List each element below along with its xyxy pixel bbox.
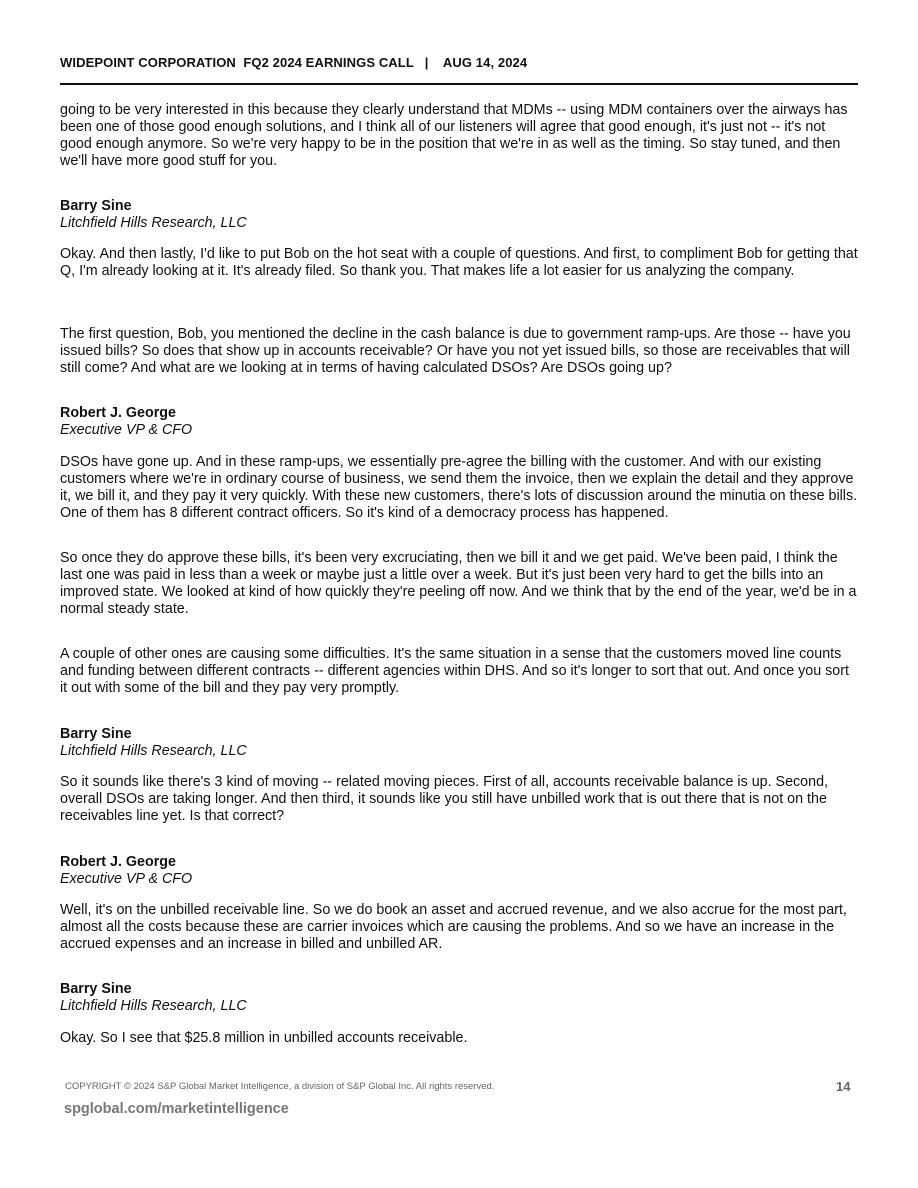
paragraph: A couple of other ones are causing some difficulties. It's the same situation in a sense that the customers moved line counts and funding between different contracts -- different agencies within DHS. And so it's longer to sort that out. And once you sort it out with some of the bill and they pay very promptly.	[60, 646, 849, 696]
paragraph: DSOs have gone up. And in these ramp-ups, we essentially pre-agree the billing with the customer. And with our existing customers where we're in ordinary course of business, we send them the invoice, then we explain the detail and they approve it, we bill it, and they pay it very quickly. With these new customers, there's lots of discussion around the minutia on these bills. One of them has 8 different contract officers. So it's kind of a democracy process has happened.	[60, 454, 858, 521]
paragraph: The first question, Bob, you mentioned the decline in the cash balance is due to government ramp-ups. Are those -- have you issued bills? So does that show up in accounts receivable? Or have you not yet issued bills, so those are receivables that will still come? And what are we looking at in terms of having calculated DSOs? Are DSOs going up?	[60, 326, 851, 376]
page-number: 14	[836, 1079, 851, 1094]
paragraph: going to be very interested in this because they clearly understand that MDMs -- using MDM containers over the airways has been one of those good enough solutions, and I think all of our listeners will agree that good enough, it's just not -- it's not good enough anymore. So we're very happy to be in the position that we're in as well as the timing. So stay tuned, and then we'll have more good stuff for you.	[60, 102, 848, 169]
paragraph: So it sounds like there's 3 kind of moving -- related moving pieces. First of all, accounts receivable balance is up. Second, overall DSOs are taking longer. And then third, it sounds like you still have unbilled work that is out there that is not on the receivables line yet. Is that correct?	[60, 774, 829, 824]
speaker-name: Barry Sine	[60, 198, 132, 214]
header-rule	[60, 83, 858, 85]
speaker-affiliation: Litchfield Hills Research, LLC	[60, 998, 247, 1014]
speaker-name: Barry Sine	[60, 981, 132, 997]
speaker	[60, 726, 860, 760]
speaker-affiliation: Litchfield Hills Research, LLC	[60, 743, 247, 759]
speaker	[60, 981, 860, 1015]
speaker-affiliation: Executive VP & CFO	[60, 422, 193, 438]
document-header	[60, 55, 527, 70]
website-link[interactable]: spglobal.com/marketintelligence	[64, 1101, 289, 1117]
paragraph: Well, it's on the unbilled receivable line. So we do book an asset and accrued revenue, and we also accrue for the most part, almost all the costs because these are carrier invoices which are causing the problems. And so we have an increase in the accrued expenses and an increase in billed and unbilled AR.	[60, 902, 847, 952]
header-separator: |	[424, 55, 429, 70]
speaker	[60, 854, 860, 888]
paragraph: So once they do approve these bills, it's been very excruciating, then we bill it and we get paid. We've been paid, I think the last one was paid in less than a week or maybe just a little over a week. But it's just been very hard to get the bills into an improved state. We looked at kind of how quickly they're peeling off now. And we think that by the end of the year, we'd be in a normal steady state.	[60, 550, 857, 617]
speaker-affiliation: Executive VP & CFO	[60, 871, 193, 887]
speaker-affiliation: Litchfield Hills Research, LLC	[60, 215, 247, 231]
speaker-name: Barry Sine	[60, 726, 132, 742]
speaker-name: Robert J. George	[60, 854, 176, 870]
paragraph: Okay. And then lastly, I'd like to put Bob on the hot seat with a couple of questions. And first, to compliment Bob for getting that Q, I'm already looking at it. It's already filed. So thank you. That makes life a lot easier for us analyzing the company.	[60, 246, 858, 279]
header-company: WIDEPOINT CORPORATION	[60, 55, 236, 70]
paragraph: Okay. So I see that $25.8 million in unbilled accounts receivable.	[60, 1030, 468, 1046]
header-date: AUG 14, 2024	[442, 55, 528, 70]
speaker	[60, 405, 860, 439]
header-event: FQ2 2024 EARNINGS CALL	[243, 55, 414, 70]
speaker-name: Robert J. George	[60, 405, 176, 421]
speaker	[60, 198, 860, 232]
copyright-notice: COPYRIGHT © 2024 S&P Global Market Intelligence, a division of S&P Global Inc. All rights reserved.	[65, 1081, 495, 1092]
